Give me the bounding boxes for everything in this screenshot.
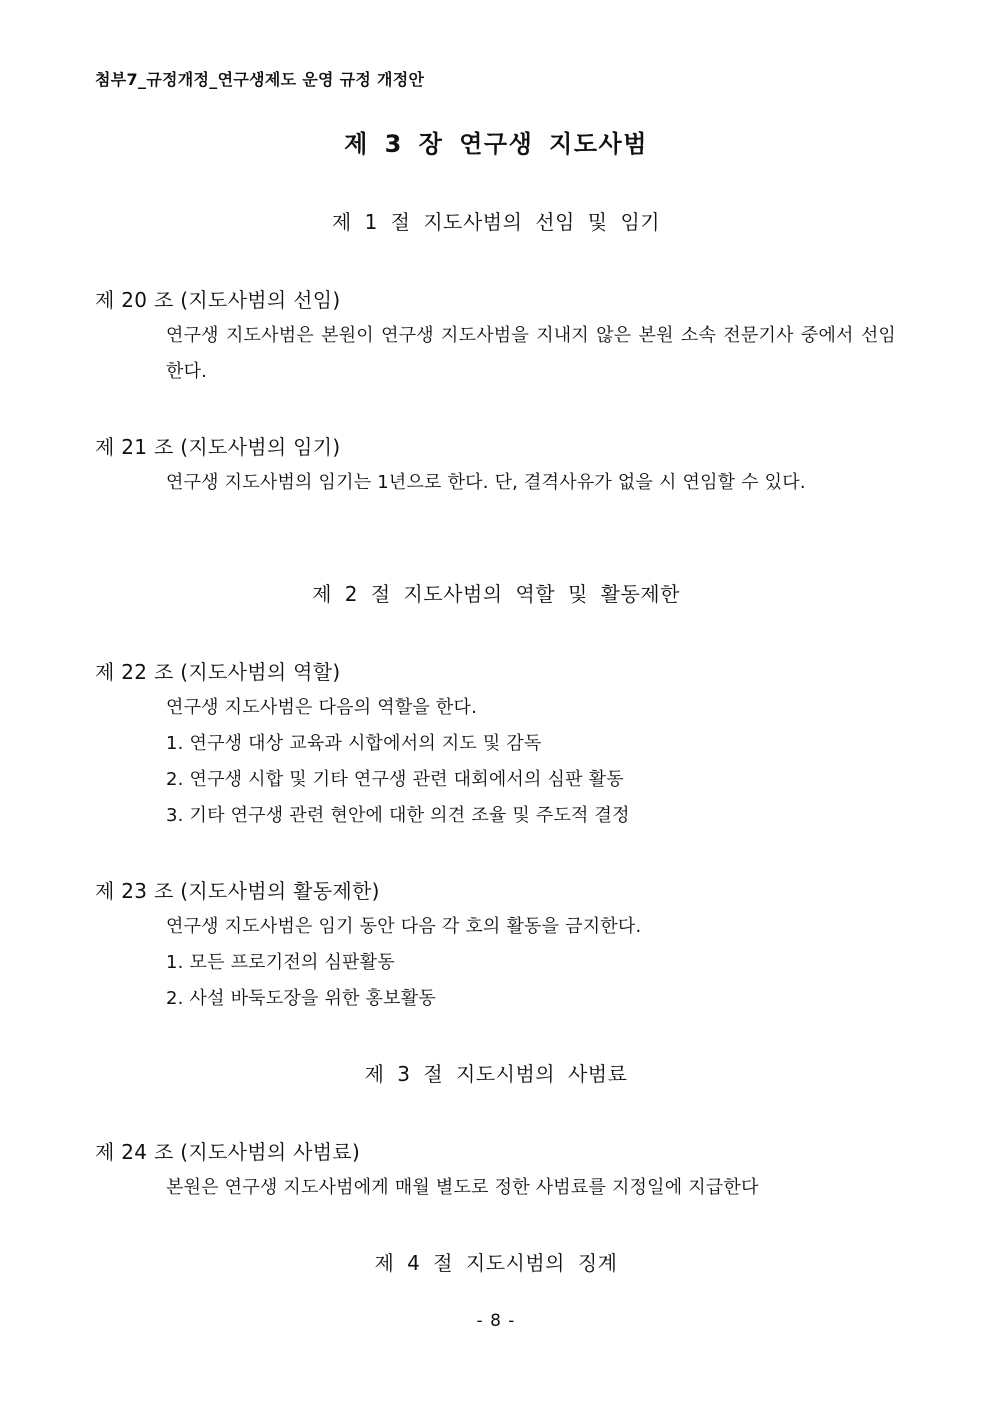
- section-title-4: 제 4 절 지도시범의 징계: [374, 1251, 618, 1275]
- article-23-item-2: 2. 사설 바둑도장을 위한 홍보활동: [166, 988, 436, 1009]
- chapter-title: 제 3 장 연구생 지도사범: [344, 130, 648, 158]
- article-22-title: 제 22 조 (지도사범의 역할): [95, 660, 341, 684]
- article-22-item-2: 2. 연구생 시합 및 기타 연구생 관련 대회에서의 심판 활동: [166, 769, 624, 790]
- article-22-intro: 연구생 지도사범은 다음의 역할을 한다.: [166, 697, 478, 718]
- section-title-1: 제 1 절 지도사범의 선임 및 임기: [331, 210, 661, 234]
- document-header: 첨부7_규정개정_연구생제도 운영 규정 개정안: [95, 70, 425, 89]
- article-22-item-3: 3. 기타 연구생 관련 현안에 대한 의견 조율 및 주도적 결정: [166, 805, 630, 826]
- article-21-body: 연구생 지도사범의 임기는 1년으로 한다. 단, 결격사유가 없을 시 연임할 수 있다.: [166, 472, 806, 493]
- article-20-body: 연구생 지도사범은 본원이 연구생 지도사범을 지내지 않은 본원 소속 전문기사 중에서 선임한다.: [166, 325, 896, 382]
- article-24-body: 본원은 연구생 지도사범에게 매월 별도로 정한 사범료를 지정일에 지급한다: [166, 1177, 759, 1198]
- article-23-title: 제 23 조 (지도사범의 활동제한): [95, 879, 380, 903]
- article-23-intro: 연구생 지도사범은 임기 동안 다음 각 호의 활동을 금지한다.: [166, 916, 642, 937]
- section-title-2: 제 2 절 지도사범의 역할 및 활동제한: [312, 582, 680, 606]
- article-21-title: 제 21 조 (지도사범의 임기): [95, 435, 341, 459]
- page-number: - 8 -: [476, 1311, 516, 1331]
- article-24-title: 제 24 조 (지도사범의 사범료): [95, 1140, 361, 1164]
- article-22-item-1: 1. 연구생 대상 교육과 시합에서의 지도 및 감독: [166, 733, 542, 754]
- article-23-item-1: 1. 모든 프로기전의 심판활동: [166, 952, 395, 973]
- section-title-3: 제 3 절 지도시범의 사범료: [364, 1062, 628, 1086]
- article-20-title: 제 20 조 (지도사범의 선임): [95, 288, 341, 312]
